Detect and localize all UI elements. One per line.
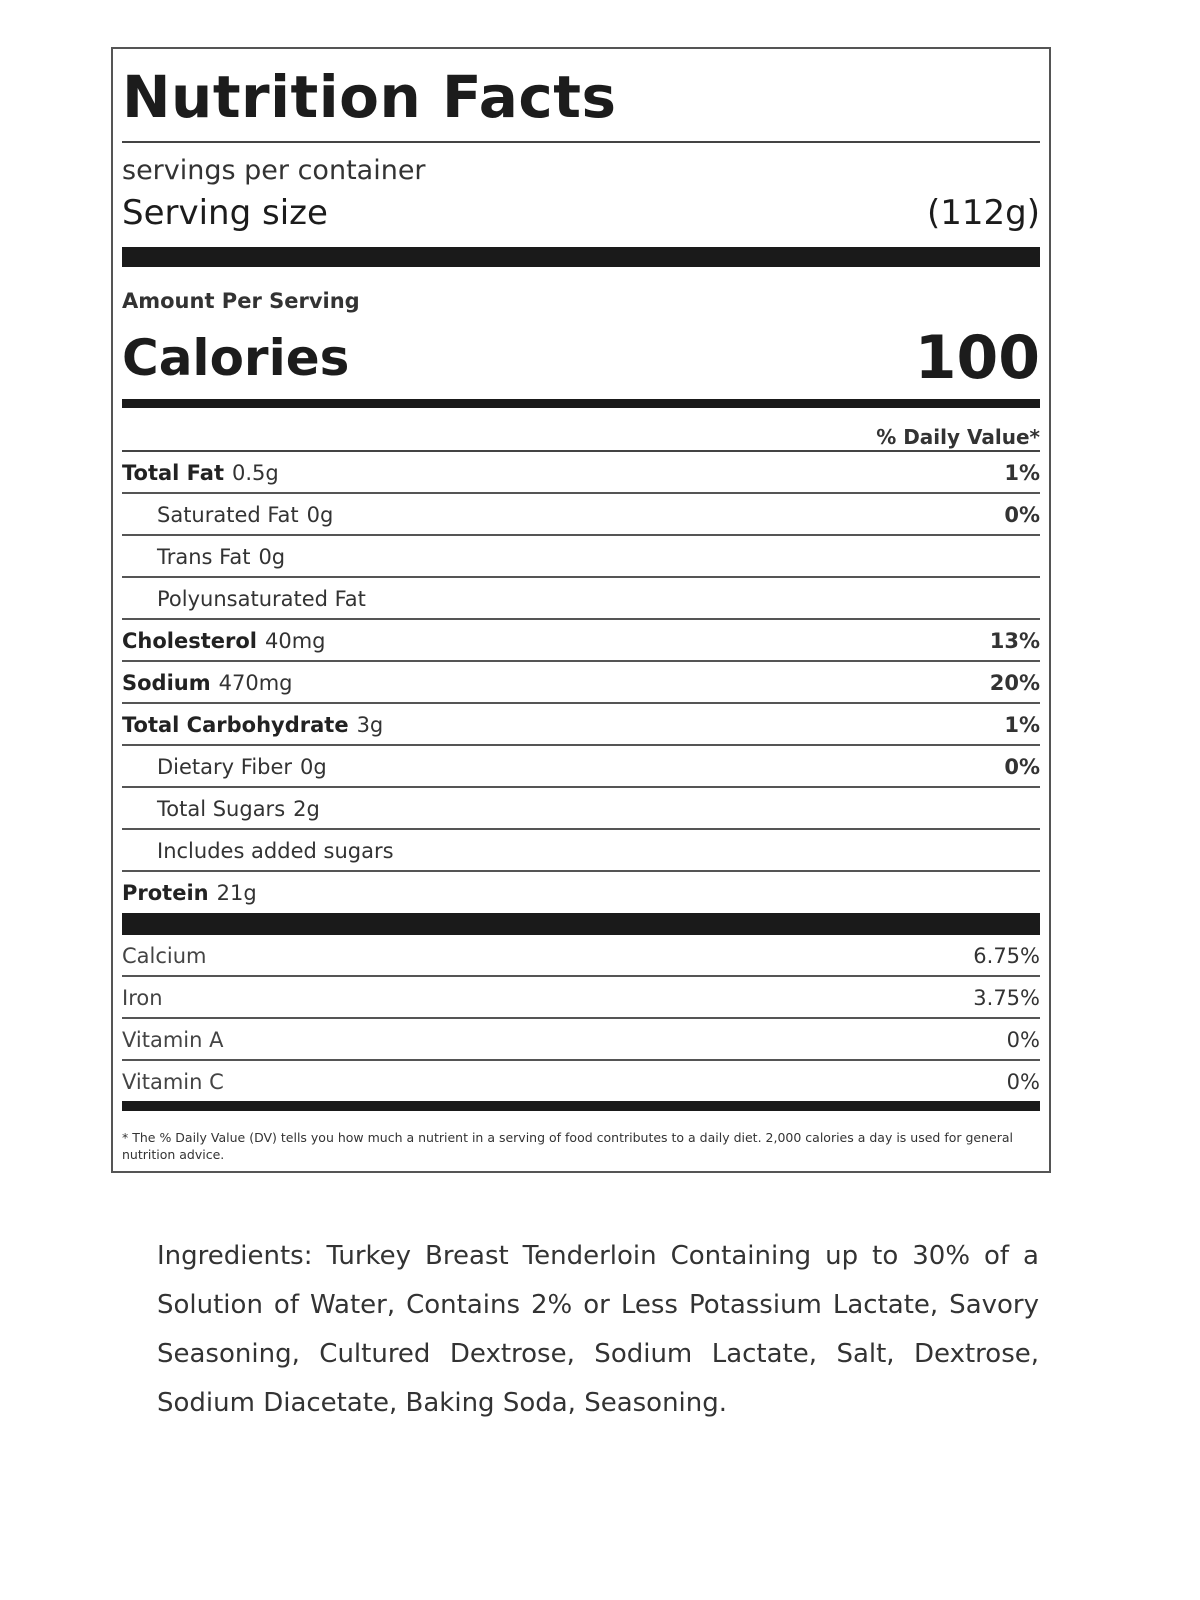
medium-divider <box>122 399 1040 408</box>
nutrient-name: Protein <box>122 881 209 905</box>
nutrient-amount: 470mg <box>218 671 293 695</box>
nutrient-amount: 0.5g <box>232 461 279 485</box>
nutrient-row <box>122 704 1040 746</box>
thick-divider <box>122 913 1040 935</box>
nutrient-row <box>122 872 1040 914</box>
divider <box>122 141 1040 143</box>
nutrient-row <box>122 578 1040 620</box>
nutrient-name: Saturated Fat <box>157 503 299 527</box>
nutrient-name: Trans Fat <box>157 545 251 569</box>
nutrient-amount: 21g <box>216 881 257 905</box>
amount-per-serving: Amount Per Serving <box>122 289 360 313</box>
serving-size-label: Serving size <box>122 193 328 233</box>
nutrient-row <box>122 536 1040 578</box>
nutrient-amount: 3g <box>356 713 384 737</box>
nutrient-name: Dietary Fiber <box>157 755 293 779</box>
nutrient-name: Total Carbohydrate <box>122 713 349 737</box>
servings-per-container: servings per container <box>122 155 426 186</box>
serving-size-value: (112g) <box>926 193 1040 233</box>
nutrient-name: Total Sugars <box>157 797 286 821</box>
nutrition-facts-label <box>111 47 1051 1173</box>
calories-value: 100 <box>914 323 1040 393</box>
nutrient-amount: 0g <box>306 503 334 527</box>
footnote: * The % Daily Value (DV) tells you how much a nutrient in a serving of food contributes to a daily diet. 2,000 calories a day is used for general nutrition advice. <box>122 1130 1013 1162</box>
vitamin-name: Vitamin C <box>122 1070 224 1094</box>
nutrient-daily-value: 20% <box>989 671 1040 695</box>
vitamin-name: Vitamin A <box>122 1028 224 1052</box>
vitamin-name: Iron <box>122 986 163 1010</box>
vitamin-daily-value: 0% <box>1006 1070 1040 1094</box>
nutrient-amount: 0g <box>300 755 327 779</box>
medium-divider <box>122 1101 1040 1111</box>
nutrient-row <box>122 788 1040 830</box>
nutrient-daily-value: 0% <box>1004 755 1040 779</box>
nutrient-daily-value: 1% <box>1004 461 1040 485</box>
vitamin-name: Calcium <box>122 944 207 968</box>
nutrient-name: Sodium <box>122 671 211 695</box>
vitamin-daily-value: 0% <box>1006 1028 1040 1052</box>
nutrient-daily-value: 0% <box>1004 503 1040 527</box>
vitamin-row <box>122 1061 1040 1103</box>
calories-row <box>122 323 1040 393</box>
nutrient-row <box>122 452 1040 494</box>
ingredients-text: Ingredients: Turkey Breast Tenderloin Containing up to 30% of a Solution of Water, Contains 2% or Less Potassium Lactate, Savory Seasoning, Cultured Dextrose, Sodium Lactate, Salt, Dextrose, Sodium Diacetate, Baking Soda, Seasoning. <box>157 1241 1039 1418</box>
nutrient-name: Polyunsaturated Fat <box>157 587 366 611</box>
nutrient-row <box>122 620 1040 662</box>
nutrient-row <box>122 494 1040 536</box>
nutrient-amount: 0g <box>258 545 286 569</box>
calories-label: Calories <box>122 329 350 387</box>
vitamin-row <box>122 1019 1040 1061</box>
nutrient-row <box>122 662 1040 704</box>
vitamin-daily-value: 3.75% <box>973 986 1040 1010</box>
nutrient-name: Includes added sugars <box>157 839 394 863</box>
vitamin-row <box>122 977 1040 1019</box>
nutrient-daily-value: 13% <box>989 629 1040 653</box>
thick-divider <box>122 247 1040 267</box>
nutrient-amount: 2g <box>293 797 320 821</box>
nutrient-name: Total Fat <box>122 461 225 485</box>
serving-size-row <box>122 193 1040 233</box>
vitamin-row <box>122 935 1040 977</box>
nutrient-amount: 40mg <box>265 629 326 653</box>
nutrient-row <box>122 746 1040 788</box>
vitamin-daily-value: 6.75% <box>973 944 1040 968</box>
label-title: Nutrition Facts <box>122 63 617 131</box>
nutrient-daily-value: 1% <box>1004 713 1040 737</box>
nutrient-name: Cholesterol <box>122 629 257 653</box>
nutrient-row <box>122 830 1040 872</box>
daily-value-header: % Daily Value* <box>876 425 1040 449</box>
